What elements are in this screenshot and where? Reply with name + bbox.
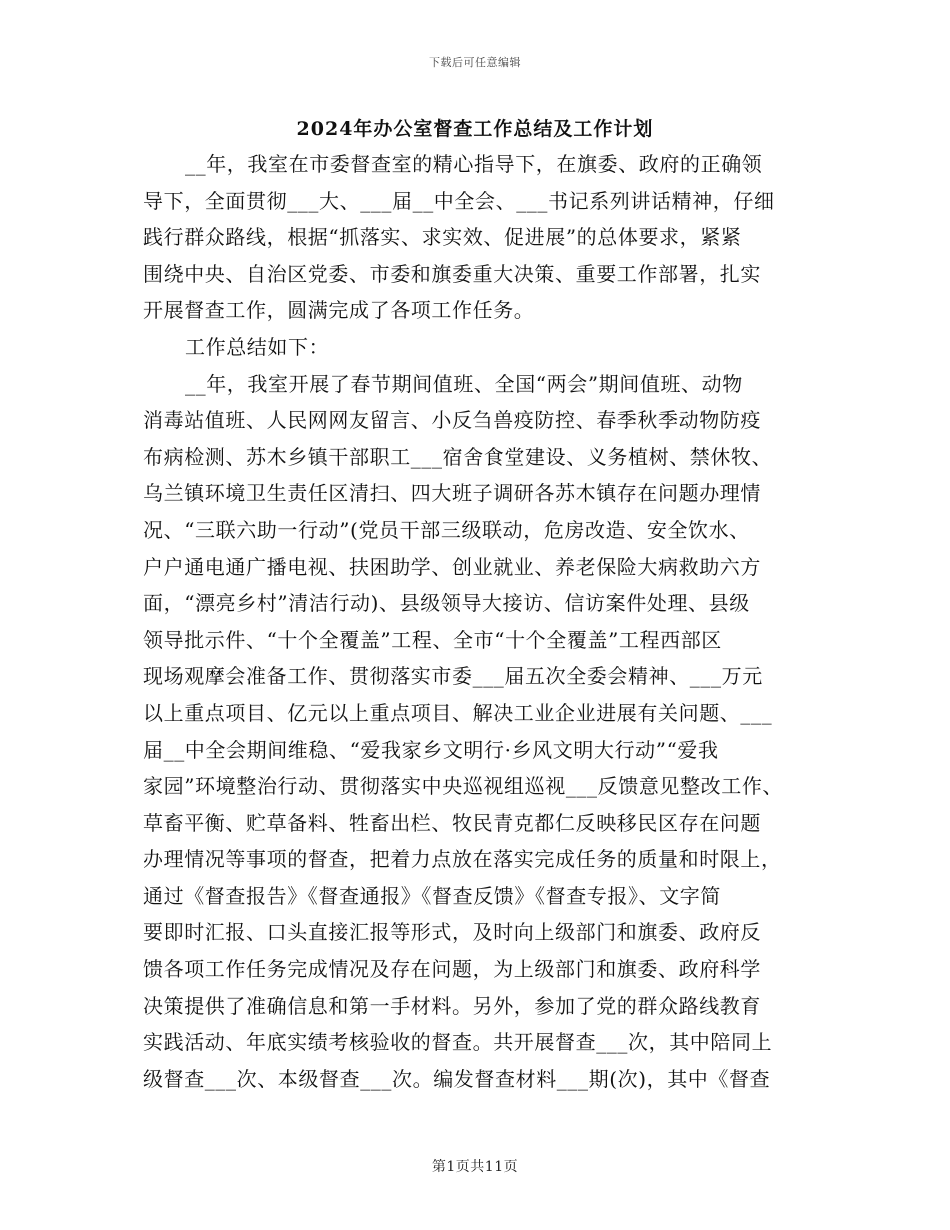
text-line: 况、“三联六助一行动”(党员干部三级联动，危房改造、安全饮水、 (143, 517, 750, 542)
paragraph-intro (143, 146, 815, 329)
text-line: 草畜平衡、贮草备料、牲畜出栏、牧民青克都仁反映移民区存在问题 (143, 810, 761, 835)
text-line: __年，我室在市委督查室的精心指导下，在旗委、政府的正确领 (185, 152, 763, 176)
text-line: 开展督查工作，圆满完成了各项工作任务。 (143, 298, 535, 323)
text-line: 导下，全面贯彻___大、___届__中全会、___书记系列讲话精神，仔细 (143, 188, 775, 213)
document-body (143, 146, 815, 1097)
text-line: 级督查___次、本级督查___次。编发督查材料___期(次)，其中《督查 (143, 1066, 771, 1091)
text-line: 户户通电通广播电视、扶困助学、创业就业、养老保险大病救助六方 (143, 554, 761, 579)
text-line: 乌兰镇环境卫生责任区清扫、四大班子调研各苏木镇存在问题办理情 (143, 481, 761, 506)
text-line: 消毒站值班、人民网网友留言、小反刍兽疫防控、春季秋季动物防疫 (143, 408, 761, 433)
text-line: 决策提供了准确信息和第一手材料。另外，参加了党的群众路线教育 (143, 993, 761, 1018)
text-line: 领导批示件、“十个全覆盖”工程、全市“十个全覆盖”工程西部区 (143, 627, 722, 652)
paragraph-summary-body (143, 366, 815, 1098)
text-line: 届__中全会期间维稳、“爱我家乡文明行·乡风文明大行动”“爱我 (143, 737, 719, 762)
text-line: 要即时汇报、口头直接汇报等形式，及时向上级部门和旗委、政府反 (143, 920, 761, 945)
text-line: 馈各项工作任务完成情况及存在问题，为上级部门和旗委、政府科学 (143, 957, 761, 982)
text-line: 工作总结如下： (185, 334, 330, 359)
text-line: 布病检测、苏木乡镇干部职工___宿舍食堂建设、义务植树、禁休牧、 (143, 444, 773, 469)
header-note: 下载后可任意编辑 (429, 56, 521, 69)
text-line: 实践活动、年底实绩考核验收的督查。共开展督查___次，其中陪同上 (143, 1030, 773, 1055)
document-title: 2024年办公室督查工作总结及工作计划 (296, 118, 654, 140)
text-line: 通过《督查报告》《督查通报》《督查反馈》《督查专报》、文字简 (143, 883, 721, 908)
paragraph-summary-heading (143, 329, 815, 366)
text-line: 践行群众路线，根据“抓落实、求实效、促进展”的总体要求，紧紧 (143, 225, 742, 250)
text-line: 以上重点项目、亿元以上重点项目、解决工业企业进展有关问题、___ (143, 700, 773, 725)
text-line: 现场观摩会准备工作、贯彻落实市委___届五次全委会精神、___万元 (143, 664, 763, 689)
text-line: 面，“漂亮乡村”清洁行动)、县级领导大接访、信访案件处理、县级 (143, 591, 750, 616)
text-line: 办理情况等事项的督查，把着力点放在落实完成任务的质量和时限上， (143, 847, 782, 872)
text-line: 家园”环境整治行动、贯彻落实中央巡视组巡视___反馈意见整改工作、 (143, 774, 784, 799)
text-line: __年，我室开展了春节期间值班、全国“两会”期间值班、动物 (185, 371, 743, 396)
page-number-footer: 第1页共11页 (431, 1159, 519, 1175)
text-line: 围绕中央、自治区党委、市委和旗委重大决策、重要工作部署，扎实 (143, 261, 761, 286)
